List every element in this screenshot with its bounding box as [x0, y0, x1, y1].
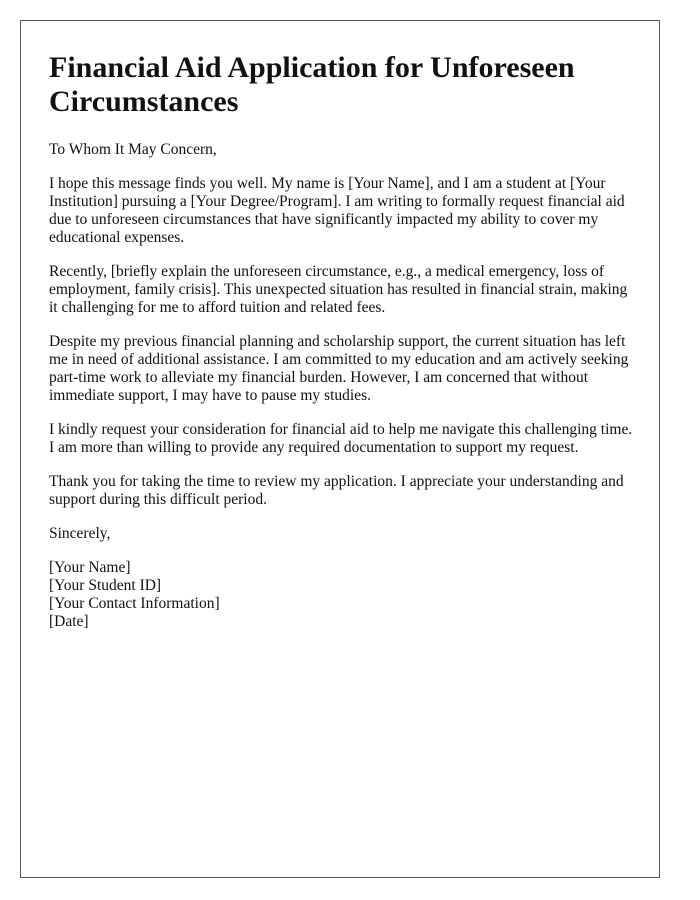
- signature-contact: [Your Contact Information]: [49, 595, 220, 612]
- body-paragraph-need: Despite my previous financial planning and scholarship support, the current situation has left me in need of additional assistance. I am committed to my education and am actively seeking part-time work to alleviate my financial burden. However, I am concerned that without immediate support, I may have to pause my studies.: [49, 333, 629, 404]
- salutation: To Whom It May Concern,: [49, 141, 217, 158]
- signature-student-id: [Your Student ID]: [49, 577, 162, 594]
- letter-content: [49, 51, 639, 631]
- signature-name: [Your Name]: [49, 559, 131, 576]
- body-paragraph-intro: I hope this message finds you well. My name is [Your Name], and I am a student at [Your Institution] pursuing a [Your Degree/Program]. I am writing to formally request financial aid due to unforeseen circumstances that have significantly impacted my ability to cover my educational expenses.: [49, 175, 625, 246]
- signature-date: [Date]: [49, 613, 89, 630]
- body-paragraph-request: I kindly request your consideration for financial aid to help me navigate this challenging time. I am more than willing to provide any required documentation to support my request.: [49, 421, 633, 456]
- signature-block: [49, 559, 639, 631]
- letter-page: [20, 20, 660, 878]
- body-paragraph-thanks: Thank you for taking the time to review my application. I appreciate your understanding and support during this difficult period.: [49, 473, 624, 508]
- letter-title: Financial Aid Application for Unforeseen Circumstances: [49, 51, 575, 118]
- body-paragraph-circumstance: Recently, [briefly explain the unforeseen circumstance, e.g., a medical emergency, loss of employment, family crisis]. This unexpected situation has resulted in financial strain, making it challenging for me to afford tuition and related fees.: [49, 263, 628, 316]
- closing: Sincerely,: [49, 525, 111, 542]
